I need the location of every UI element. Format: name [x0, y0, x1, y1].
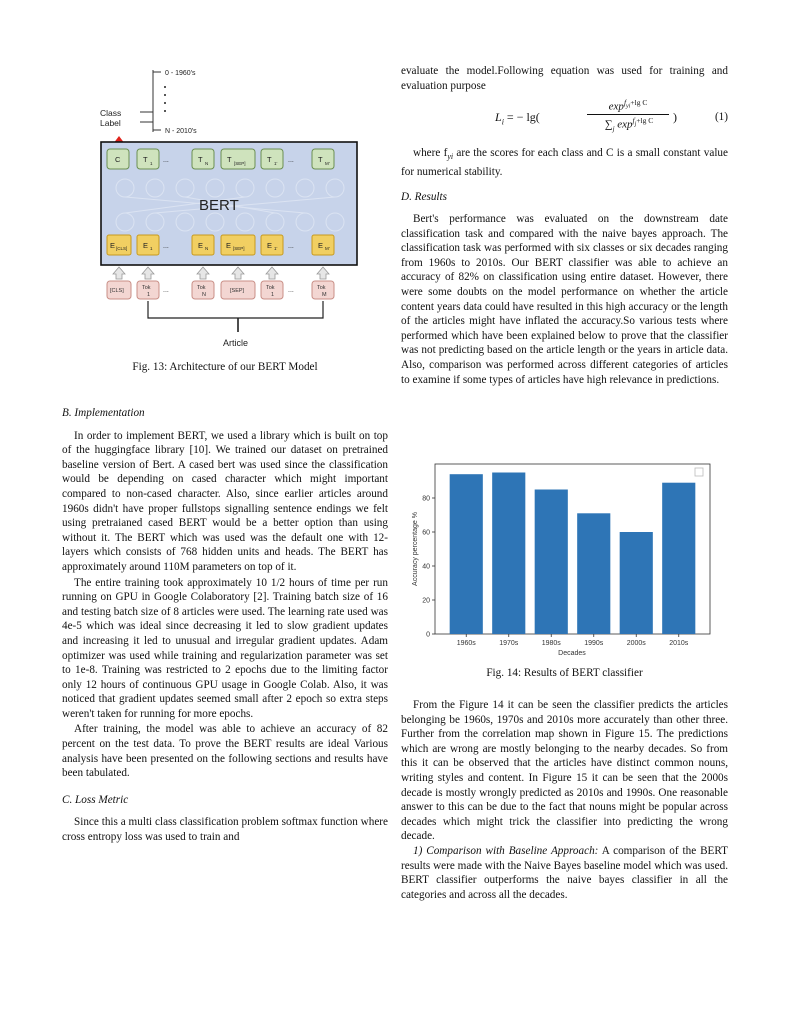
- class-top-label: 0 - 1960's: [165, 70, 196, 77]
- embed-1: E: [143, 241, 149, 250]
- comparison-text: A comparison of the BERT results were made with the Naive Bayes baseline model which was used. BERT classifier outperforms the naive bayes classifier in all the categories and across all the decades.: [401, 844, 729, 901]
- x-tick-label: 1980s: [541, 640, 561, 647]
- bar-1960s: [450, 474, 483, 634]
- comparison-para: [401, 844, 728, 902]
- chart-ylabel: Accuracy percentage %: [412, 512, 419, 586]
- up-arrow-icon: [232, 267, 244, 279]
- class-label-line1: Class: [100, 108, 122, 118]
- eq-den-sup-sub: j: [634, 121, 637, 128]
- output-token-c: C: [115, 155, 121, 164]
- legend-box: [695, 468, 703, 476]
- embed-1p-sub: 1': [274, 246, 278, 251]
- y-tick-label: 80: [422, 495, 430, 503]
- bert-architecture-figure: [95, 62, 363, 362]
- output-token-tm-sub: M': [325, 161, 330, 166]
- bar-2000s: [620, 532, 653, 634]
- embed-ellipsis-2: ...: [288, 243, 294, 250]
- eq-num-sup: f: [623, 98, 627, 107]
- right-column-results: [401, 146, 728, 387]
- embed-m: E: [318, 241, 324, 250]
- input-sep: [SEP]: [230, 288, 245, 294]
- up-arrow-icon: [266, 267, 278, 279]
- y-tick-label: 40: [422, 563, 430, 571]
- input-tokm-num: M: [322, 292, 327, 298]
- results-para: Bert's performance was evaluated on the downstream date classification task and compared with the naive bayes approach. The classification task was performed with six classes or six decades ranging from 1960s to 2010s. Our BERT classifier was able to achieve an accuracy of 82% on classification using entire dataset. However, there were some doubts on the model performance on whether the article content years data could have resulted in this high accuracy or the length of the articles might have inflated the accuracy.So various tests where performed which have been explained below to prove that the classifier was not predicting based on the article length or the years in article data. Also, comparison was performed across different categories of articles to examine if some types of articles have high relevance in predictions.: [401, 213, 728, 386]
- embed-cls: E: [110, 241, 116, 250]
- input-tok1-num: 1: [147, 292, 151, 298]
- up-arrow-icon: [197, 267, 209, 279]
- output-token-t1p: T: [267, 155, 272, 164]
- output-token-t1-sub: 1: [150, 161, 153, 166]
- loss-metric-para: Since this a multi class classification problem softmax function where cross entropy loss was used to train and: [62, 816, 388, 844]
- embed-sep: E: [226, 241, 232, 250]
- output-token-tn-sub: N: [205, 161, 209, 166]
- output-token-tsep-sub: [SEP]: [234, 161, 246, 166]
- comparison-title: 1) Comparison with Baseline Approach:: [413, 844, 599, 857]
- loss-equation: [401, 98, 728, 142]
- embed-1p: E: [267, 241, 273, 250]
- bar-2010s: [662, 483, 695, 634]
- eq-minus: = − lg(: [503, 110, 540, 124]
- section-b-heading: B. Implementation: [62, 407, 145, 419]
- eq-den-sup-tail: +lg C: [636, 116, 654, 125]
- figure13-caption: Fig. 13: Architecture of our BERT Model: [132, 361, 318, 373]
- bar-1970s: [492, 473, 525, 635]
- implementation-para-2: The entire training took approximately 10 1/2 hours of time per run running on GPU in Google Colaboratory [2]. Training batch size of 16 and testing batch size of 8 articles were used. The learning rate used was 4e-5 which was ideal since decreasing it led to slow gradient updates and increasing it led to unusual and irregular gradient updates. Adam optimizer was used while training and regularization parameter was set to 1e-8. Training was restricted to 2 epochs due to the limiting factor only 12 hours of continuous GPU usage in Google Colab. Also, it was noticed that gradient updates seemed small after 2 epoch so extra steps weren't taken for running for more epochs.: [62, 576, 388, 720]
- y-tick-label: 20: [422, 597, 430, 605]
- input-tokm: Tok: [317, 285, 326, 291]
- eq-lhs: L: [495, 110, 502, 124]
- y-tick-label: 60: [422, 529, 430, 537]
- embed-1-sub: 1: [150, 246, 153, 251]
- class-bottom-label: N - 2010's: [165, 128, 197, 135]
- x-tick-label: 1960s: [456, 640, 476, 647]
- output-token-t1p-sub: 1': [274, 161, 278, 166]
- eq-den: exp: [617, 118, 633, 131]
- eq-close: ): [673, 110, 677, 124]
- eq-lhs-sub: i: [501, 117, 504, 127]
- article-label: Article: [223, 338, 249, 348]
- bert-title: BERT: [199, 197, 239, 214]
- up-arrow-icon: [142, 267, 154, 279]
- output-token-tsep: T: [227, 155, 232, 164]
- bar-1980s: [535, 490, 568, 635]
- right-column-bottom: [401, 698, 728, 902]
- where-rest: are the scores for each class and C is a small constant value for numerical stability.: [401, 147, 728, 178]
- eq-num-sup-tail: +lg C: [630, 98, 648, 107]
- where-text: where f: [413, 147, 448, 159]
- input-cls: [CLS]: [110, 288, 124, 294]
- where-sub: yi: [447, 152, 454, 162]
- chart-xlabel: Decades: [558, 650, 586, 657]
- input-tokn: Tok: [197, 285, 206, 291]
- x-tick-label: 2010s: [669, 640, 689, 647]
- eq-number: (1): [714, 111, 728, 123]
- x-tick-label: 1970s: [499, 640, 519, 647]
- eq-num: exp: [608, 100, 624, 113]
- embed-m-sub: M': [325, 246, 330, 251]
- where-para: [401, 146, 728, 179]
- y-tick-label: 0: [426, 631, 430, 639]
- output-token-t1: T: [143, 155, 148, 164]
- input-tok1: Tok: [142, 285, 151, 291]
- right-column-top: [401, 64, 728, 93]
- left-column: [62, 400, 388, 845]
- output-ellipsis-2: ...: [288, 157, 294, 164]
- eval-intro-para: evaluate the model.Following equation was used for training and evaluation purpose: [401, 65, 728, 92]
- bert-results-chart: [405, 462, 712, 662]
- input-tokn-num: N: [202, 292, 206, 298]
- eq-den-sum-sub: j: [612, 124, 615, 133]
- input-tok1p: Tok: [266, 285, 275, 291]
- fig14-analysis-para: From the Figure 14 it can be seen the classifier predicts the articles belonging be 1960s, 1970s and 2010s more accurately than other three. Further from the correlation map shown in Figure 15. The predictions which are wrong are mostly belonging to the nearby decades. So from this it can be observed that the articles have distinct common nouns, writing styles and content. In Figure 15 it can be seen that the 2000s decade is mostly wrongly predicted as 2010s and 1990s. One reasonable answer to this can be due to the fact that nouns might be popular across decades which might trick the classifier into predicting the wrong decade.: [401, 699, 728, 843]
- output-ellipsis-1: ...: [163, 157, 169, 164]
- x-tick-label: 1990s: [584, 640, 604, 647]
- bar-1990s: [577, 513, 610, 634]
- input-tok1p-num: 1: [271, 292, 275, 298]
- output-token-tm: T: [318, 155, 323, 164]
- up-arrow-icon: [113, 267, 125, 279]
- embed-ellipsis-1: ...: [163, 243, 169, 250]
- up-arrow-icon: [317, 267, 329, 279]
- embed-sep-sub: [SEP]: [233, 246, 245, 251]
- section-d-heading: D. Results: [401, 191, 447, 204]
- input-ellipsis-1: ...: [163, 287, 169, 294]
- embed-cls-sub: [CLS]: [116, 246, 128, 251]
- embed-n-sub: N: [205, 246, 209, 251]
- embed-n: E: [198, 241, 204, 250]
- implementation-para-1: In order to implement BERT, we used a library which is built on top of the huggingface library [10]. We trained our dataset on pretrained baseline version of Bert. A cased bert was used since the classification would be depending on cased character which might important compared to non-cased character. Also, since earlier articles around 1960s didn't have proper fullstops signalling sentence endings we felt using pretraianed cased BERT would be a better option than using without it. The BERT which was used was the default one with 12-layers which consists of 768 hidden units and heads. The BERT has approximately around 110M parameters on top of it.: [62, 429, 388, 573]
- input-ellipsis-2: ...: [288, 287, 294, 294]
- x-tick-label: 2000s: [626, 640, 646, 647]
- output-token-tn: T: [198, 155, 203, 164]
- eq-den-sum: ∑: [604, 118, 613, 131]
- eq-num-sup-sub: yi: [626, 103, 631, 110]
- implementation-para-3: After training, the model was able to achieve an accuracy of 82 percent on the test data. To prove the BERT results are ideal Various analysis have been presented on the following sections and results have been tabulated.: [62, 723, 388, 780]
- class-label-line2: Label: [100, 118, 121, 128]
- section-c-heading: C. Loss Metric: [62, 793, 129, 806]
- eq-den-sup: f: [632, 116, 635, 125]
- figure14-caption: Fig. 14: Results of BERT classifier: [486, 667, 643, 679]
